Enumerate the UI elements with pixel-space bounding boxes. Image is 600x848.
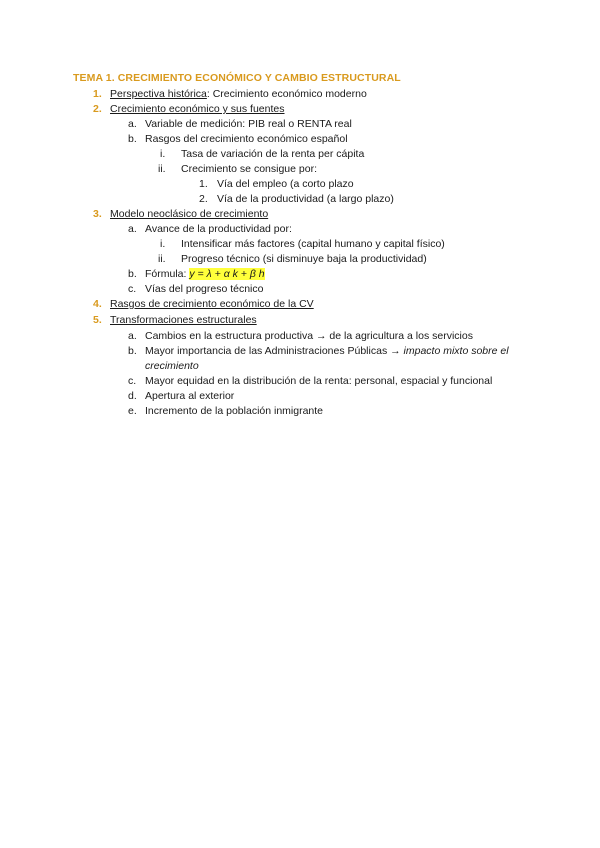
deep-item: Vía de la productividad (a largo plazo) — [217, 193, 394, 205]
sub-item: Variable de medición: PIB real o RENTA real — [145, 118, 352, 130]
num-marker: 2. — [199, 193, 208, 205]
deep-item: Vía del empleo (a corto plazo — [217, 178, 354, 190]
sub-item: Avance de la productividad por: — [145, 223, 292, 235]
list-item-heading: Crecimiento económico y sus fuentes — [110, 103, 285, 115]
list-item-heading: Transformaciones estructurales — [110, 314, 257, 326]
sub-sub-item: Intensificar más factores (capital humano y capital físico) — [181, 238, 445, 250]
list-item-text: : Crecimiento económico moderno — [206, 88, 367, 100]
roman-marker: ii. — [158, 253, 166, 265]
sub-item: Apertura al exterior — [145, 390, 235, 402]
sub-item: Mayor equidad en la distribución de la renta: personal, espacial y funcional — [145, 375, 493, 387]
sub-sub-item: Crecimiento se consigue por: — [181, 163, 317, 175]
sub-item-italic: impacto mixto sobre el — [403, 345, 509, 357]
sub-item: Cambios en la estructura productiva → de la agricultura a los servicios — [145, 330, 473, 342]
sub-item-italic-continued: crecimiento — [145, 360, 199, 372]
sub-letter: a. — [128, 330, 137, 342]
sub-letter: b. — [128, 268, 137, 280]
sub-item — [145, 345, 509, 358]
list-item — [110, 88, 367, 101]
sub-letter: b. — [128, 133, 137, 145]
formula-highlight: y = λ + α k + β h — [189, 268, 265, 280]
sub-sub-item: Progreso técnico (si disminuye baja la productividad) — [181, 253, 427, 265]
list-number: 3. — [93, 208, 102, 220]
list-number: 5. — [93, 314, 102, 326]
list-item-heading: Rasgos de crecimiento económico de la CV — [110, 298, 314, 310]
sub-letter: c. — [128, 283, 137, 295]
sub-item — [145, 268, 265, 281]
roman-marker: ii. — [158, 163, 166, 175]
sub-item: Rasgos del crecimiento económico español — [145, 133, 348, 145]
sub-letter: e. — [128, 405, 137, 417]
sub-letter: c. — [128, 375, 137, 387]
page-title: TEMA 1. CRECIMIENTO ECONÓMICO Y CAMBIO ESTRUCTURAL — [73, 72, 401, 84]
sub-item-text: Mayor importancia de las Administraciones Públicas → — [145, 345, 404, 357]
sub-letter: b. — [128, 345, 137, 357]
sub-letter: a. — [128, 223, 137, 235]
sub-letter: d. — [128, 390, 137, 402]
list-item-heading: Modelo neoclásico de crecimiento — [110, 208, 269, 220]
list-number: 1. — [93, 88, 102, 100]
list-number: 4. — [93, 298, 102, 310]
list-item-heading: Perspectiva histórica — [110, 88, 207, 100]
sub-item: Vías del progreso técnico — [145, 283, 264, 295]
sub-letter: a. — [128, 118, 137, 130]
sub-sub-item: Tasa de variación de la renta per cápita — [181, 148, 365, 160]
sub-item: Incremento de la población inmigrante — [145, 405, 324, 417]
num-marker: 1. — [199, 178, 208, 190]
roman-marker: i. — [160, 238, 166, 250]
list-number: 2. — [93, 103, 102, 115]
roman-marker: i. — [160, 148, 166, 160]
formula-label: Fórmula: — [145, 268, 190, 280]
